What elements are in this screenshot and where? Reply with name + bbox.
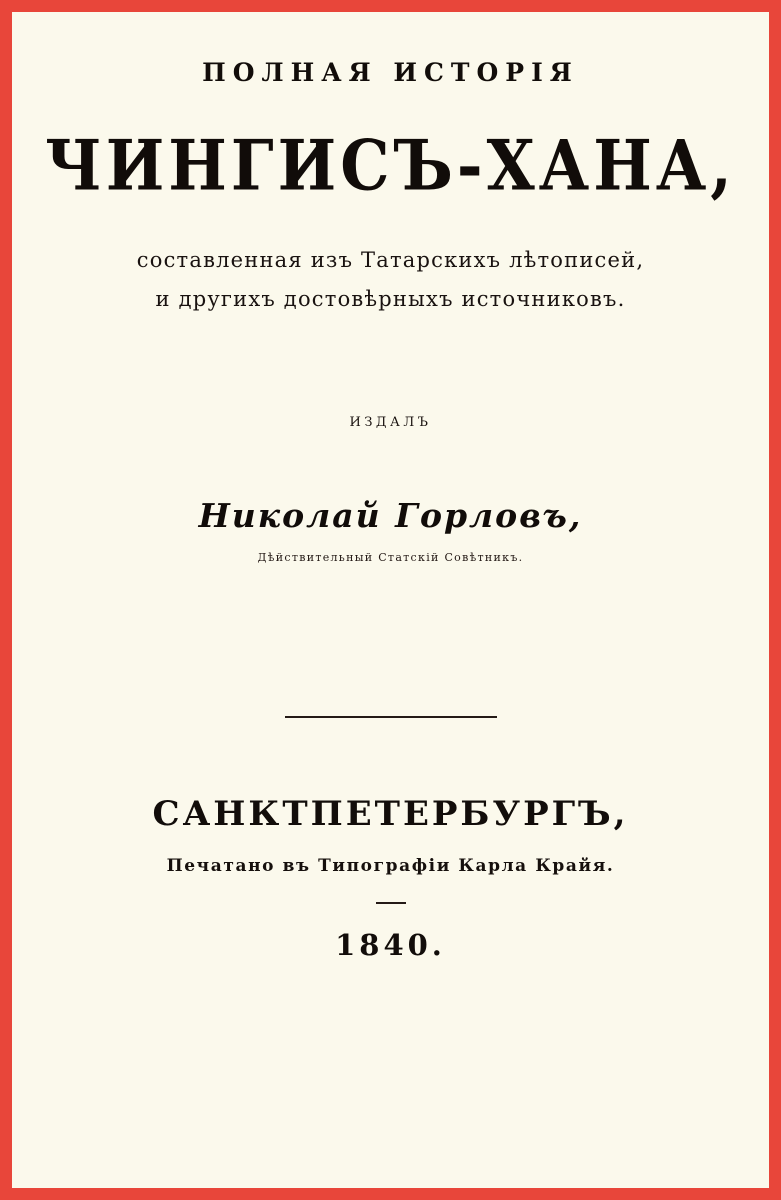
publication-year: 1840. [335, 927, 446, 962]
page-title: ЧИНГИСЪ-ХАНА, [45, 124, 736, 207]
title-page-content [28, 28, 753, 1172]
author-name: Николай Горловъ, [198, 495, 583, 535]
subtitle-line-1: составленная изъ Татарскихъ лѣтописей, [136, 248, 645, 272]
overline-text: ПОЛНАЯ ИСТОРІЯ [202, 58, 579, 87]
divider-rule-short [376, 902, 406, 904]
printer-imprint: Печатано въ Типографіи Карла Крайя. [166, 855, 615, 876]
subtitle-line-2: и другихъ достовѣрныхъ источниковъ. [155, 286, 626, 311]
paper-sheet [9, 9, 772, 1191]
published-by-label: ИЗДАЛЪ [349, 414, 432, 430]
divider-rule-long [285, 716, 497, 718]
city-of-publication: САНКТПЕТЕРБУРГЪ, [152, 793, 629, 834]
author-rank: Дѣйствительный Статскій Совѣтникъ. [257, 550, 524, 564]
subtitle-block [81, 241, 701, 319]
